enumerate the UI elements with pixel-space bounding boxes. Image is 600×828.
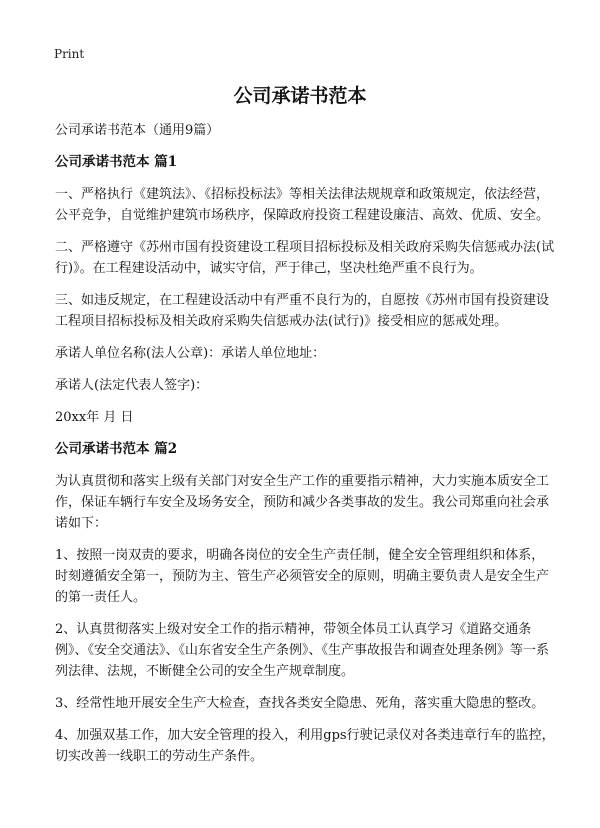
document-body xyxy=(55,120,555,778)
section1-paragraph-2: 二、严格遵守《苏州市国有投资建设工程项目招标投标及相关政府采购失信惩戒办法(试行)》。在工程建设活动中，诚实守信，严于律己，坚决杜绝严重不良行为。 xyxy=(55,240,555,276)
section-heading-2: 公司承诺书范本 篇2 xyxy=(55,441,178,457)
section2-paragraph-4: 3、经常性地开展安全生产大检查，查找各类安全隐患、死角，落实重大隐患的整改。 xyxy=(55,696,545,711)
section1-paragraph-4: 承诺人单位名称(法人公章)：承诺人单位地址： xyxy=(55,346,326,361)
page-title: 公司承诺书范本 xyxy=(233,85,367,107)
section2-paragraph-5: 4、加强双基工作，加大安全管理的投入，利用gps行驶记录仪对各类违章行车的监控，切实改善一线职工的劳动生产条件。 xyxy=(55,728,555,764)
section1-paragraph-1: 一、严格执行《建筑法》、《招标投标法》等相关法律法规规章和政策规定，依法经营，公平竞争，自觉维护建筑市场秩序，保障政府投资工程建设廉洁、高效、优质、安全。 xyxy=(55,187,550,223)
section2-paragraph-2: 1、按照一岗双责的要求，明确各岗位的安全生产责任制，健全安全管理组织和体系，时刻遵循安全第一，预防为主、管生产必须管安全的原则，明确主要负责人是安全生产的第一责任人。 xyxy=(55,548,550,605)
section2-paragraph-1: 为认真贯彻和落实上级有关部门对安全生产工作的重要指示精神，大力实施本质安全工作，保证车辆行车安全及场务安全，预防和减少各类事故的发生。我公司郑重向社会承诺如下： xyxy=(55,474,550,531)
print-link[interactable]: Print xyxy=(54,47,85,61)
document-subtitle: 公司承诺书范本（通用9篇） xyxy=(55,123,220,138)
section1-date: 20xx年 月 日 xyxy=(55,410,134,425)
section-heading-1: 公司承诺书范本 篇1 xyxy=(55,154,178,170)
section2-paragraph-3: 2、认真贯彻落实上级对安全工作的指示精神，带领全体员工认真学习《道路交通条例》、《安全交通法》、《山东省安全生产条例》、《生产事故报告和调查处理条例》等一系列法律、法规，不断健全公司的安全生产规章制度。 xyxy=(55,622,550,679)
section1-paragraph-5: 承诺人(法定代表人签字)： xyxy=(55,378,209,393)
section1-paragraph-3: 三、如违反规定，在工程建设活动中有严重不良行为的，自愿按《苏州市国有投资建设工程项目招标投标及相关政府采购失信惩戒办法(试行)》接受相应的惩戒处理。 xyxy=(55,293,550,329)
